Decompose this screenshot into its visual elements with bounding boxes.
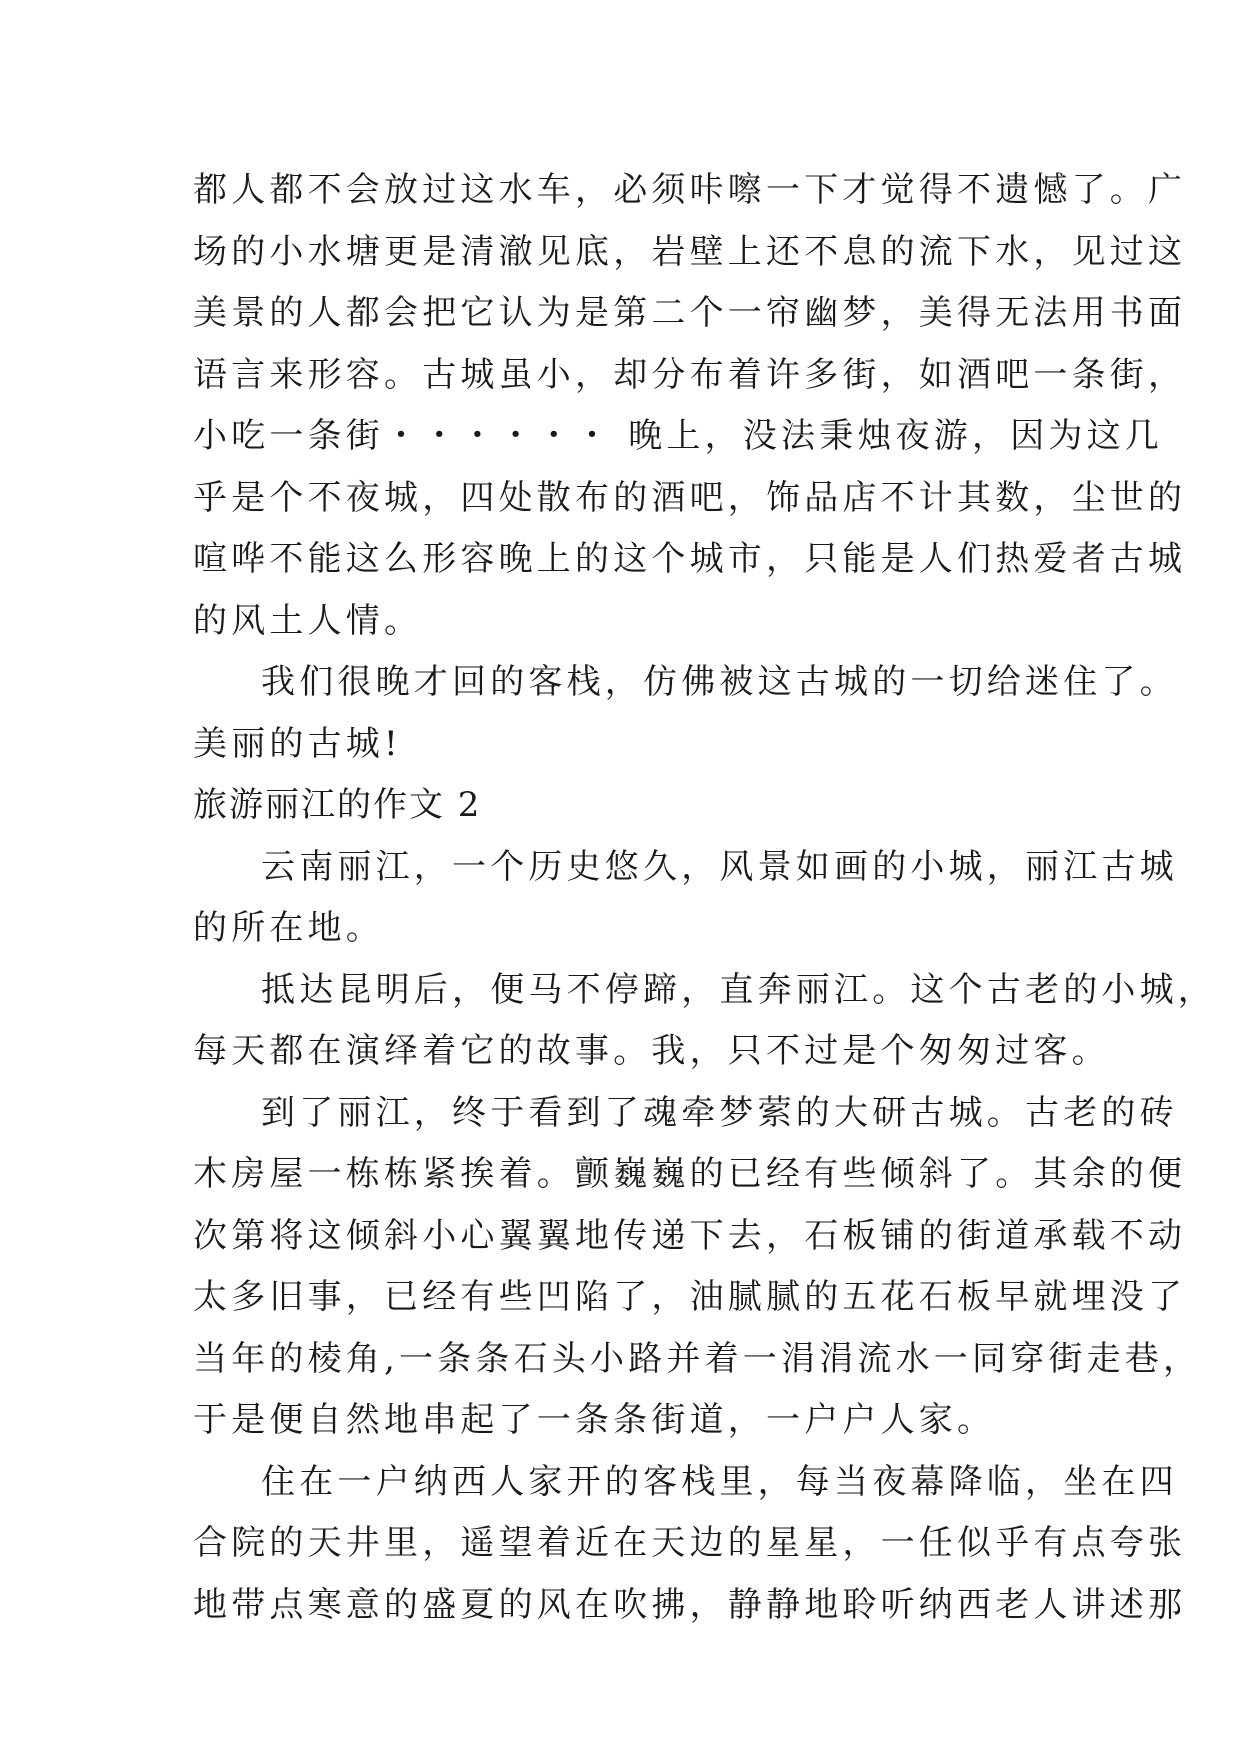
text-line: 木房屋一栋栋紧挨着。颤巍巍的已经有些倾斜了。其余的便: [193, 1154, 1187, 1194]
text-line: 合院的天井里，遥望着近在天边的星星，一任似乎有点夸张: [193, 1523, 1187, 1563]
text-line: 抵达昆明后，便马不停蹄，直奔丽江。这个古老的小城，: [261, 969, 1216, 1010]
text-line: 太多旧事，已经有些凹陷了，油腻腻的五花石板早就埋没了: [193, 1277, 1187, 1317]
text-line: 都人都不会放过这水车，必须咔嚓一下才觉得不遗憾了。广: [193, 170, 1187, 210]
text-line: 当年的棱角,一条条石头小路并着一涓涓流水一同穿街走巷，: [193, 1338, 1202, 1379]
text-line: 美丽的古城!: [193, 723, 402, 764]
text-line: 每天都在演绎着它的故事。我，只不过是个匆匆过客。: [193, 1031, 1110, 1071]
article-body: [193, 160, 1216, 1636]
text-line: 次第将这倾斜小心翼翼地传递下去，石板铺的街道承载不动: [193, 1215, 1187, 1256]
text-line: 到了丽江，终于看到了魂牵梦萦的大研古城。古老的砖: [261, 1092, 1178, 1133]
section-title: 旅游丽江的作文 2: [193, 785, 482, 825]
text-line: 地带点寒意的盛夏的风在吹拂，静静地聆听纳西老人讲述那: [193, 1584, 1187, 1625]
text-line: 喧哗不能这么形容晚上的这个城市，只能是人们热爱者古城: [193, 539, 1187, 579]
text-line: 语言来形容。古城虽小，却分布着许多街，如酒吧一条街，: [193, 354, 1187, 395]
text-line: 于是便自然地串起了一条条街道，一户户人家。: [193, 1400, 996, 1440]
text-line: 的风土人情。: [193, 600, 423, 641]
text-line: 云南丽江，一个历史悠久，风景如画的小城，丽江古城: [261, 846, 1178, 887]
text-line: 的所在地。: [193, 908, 384, 948]
text-line: 住在一户纳西人家开的客栈里，每当夜幕降临，坐在四: [261, 1461, 1178, 1502]
text-line: 我们很晚才回的客栈，仿佛被这古城的一切给迷住了。: [261, 662, 1178, 702]
text-line: 场的小水塘更是清澈见底，岩壁上还不息的流下水，见过这: [193, 231, 1187, 272]
text-line: 乎是个不夜城，四处散布的酒吧，饰品店不计其数，尘世的: [193, 477, 1187, 518]
text-line: 美景的人都会把它认为是第二个一帘幽梦，美得无法用书面: [193, 293, 1187, 333]
text-line: 小吃一条街・・・・・・ 晚上，没法秉烛夜游，因为这几: [193, 416, 1164, 456]
